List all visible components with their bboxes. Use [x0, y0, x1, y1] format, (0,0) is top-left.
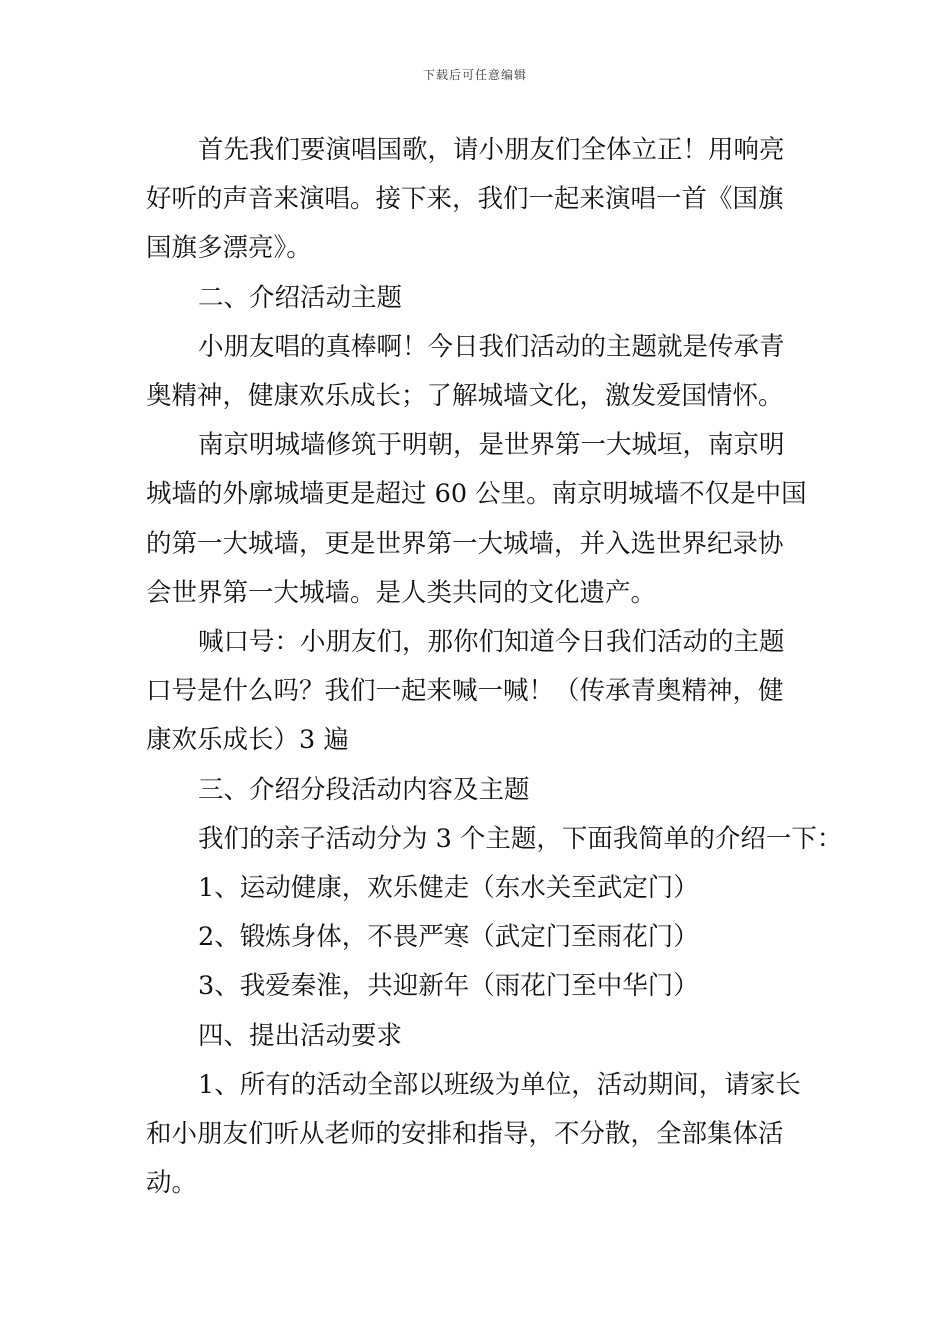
text-line: 首先我们要演唱国歌，请小朋友们全体立正！用响亮: [198, 135, 785, 165]
text-line: 3、我爱秦淮，共迎新年（雨花门至中华门）: [198, 971, 699, 1002]
text-line: 我们的亲子活动分为 3 个主题，下面我简单的介绍一下：: [198, 823, 843, 854]
text-line: 小朋友唱的真棒啊！今日我们活动的主题就是传承青: [198, 331, 785, 362]
text-line: 会世界第一大城墙。是人类共同的文化遗产。: [146, 577, 657, 608]
text-line: 好听的声音来演唱。接下来，我们一起来演唱一首《国旗: [146, 184, 784, 215]
paragraph: [146, 323, 822, 421]
paragraph: [146, 815, 843, 864]
list-item: [146, 962, 822, 1011]
text-line: 动。: [146, 1168, 198, 1199]
paragraph: [146, 126, 822, 274]
text-line: 城墙的外廓城墙更是超过 60 公里。南京明城墙不仅是中国: [146, 479, 807, 510]
text-line: 南京明城墙修筑于明朝，是世界第一大城垣，南京明: [198, 430, 785, 461]
section-heading: [146, 766, 822, 815]
text-line: 和小朋友们听从老师的安排和指导，不分散，全部集体活: [146, 1119, 784, 1150]
paragraph: [146, 618, 822, 766]
text-line: 四、提出活动要求: [198, 1020, 403, 1051]
text-line: 国旗多漂亮》。: [146, 233, 312, 264]
paragraph: [146, 421, 822, 618]
header-note: 下载后可任意编辑: [422, 68, 527, 82]
text-line: 1、所有的活动全部以班级为单位，活动期间，请家长: [198, 1069, 801, 1100]
list-item: [146, 913, 822, 962]
text-line: 喊口号：小朋友们，那你们知道今日我们活动的主题: [198, 627, 785, 658]
list-item: [146, 1061, 822, 1209]
text-line: 三、介绍分段活动内容及主题: [198, 774, 530, 805]
text-line: 1、运动健康，欢乐健走（东水关至武定门）: [198, 873, 699, 904]
text-line: 奥精神，健康欢乐成长；了解城墙文化，激发爱国情怀。: [146, 381, 784, 412]
document-body: [146, 126, 843, 1208]
text-line: 的第一大城墙，更是世界第一大城墙，并入选世界纪录协: [146, 528, 784, 559]
text-line: 2、锻炼身体，不畏严寒（武定门至雨花门）: [198, 922, 699, 953]
text-line: 二、介绍活动主题: [198, 282, 403, 313]
section-heading: [146, 1012, 822, 1061]
list-item: [146, 864, 822, 913]
section-heading: [146, 274, 822, 323]
text-line: 康欢乐成长）3 遍: [146, 725, 349, 756]
text-line: 口号是什么吗？我们一起来喊一喊！（传承青奥精神，健: [146, 676, 784, 707]
